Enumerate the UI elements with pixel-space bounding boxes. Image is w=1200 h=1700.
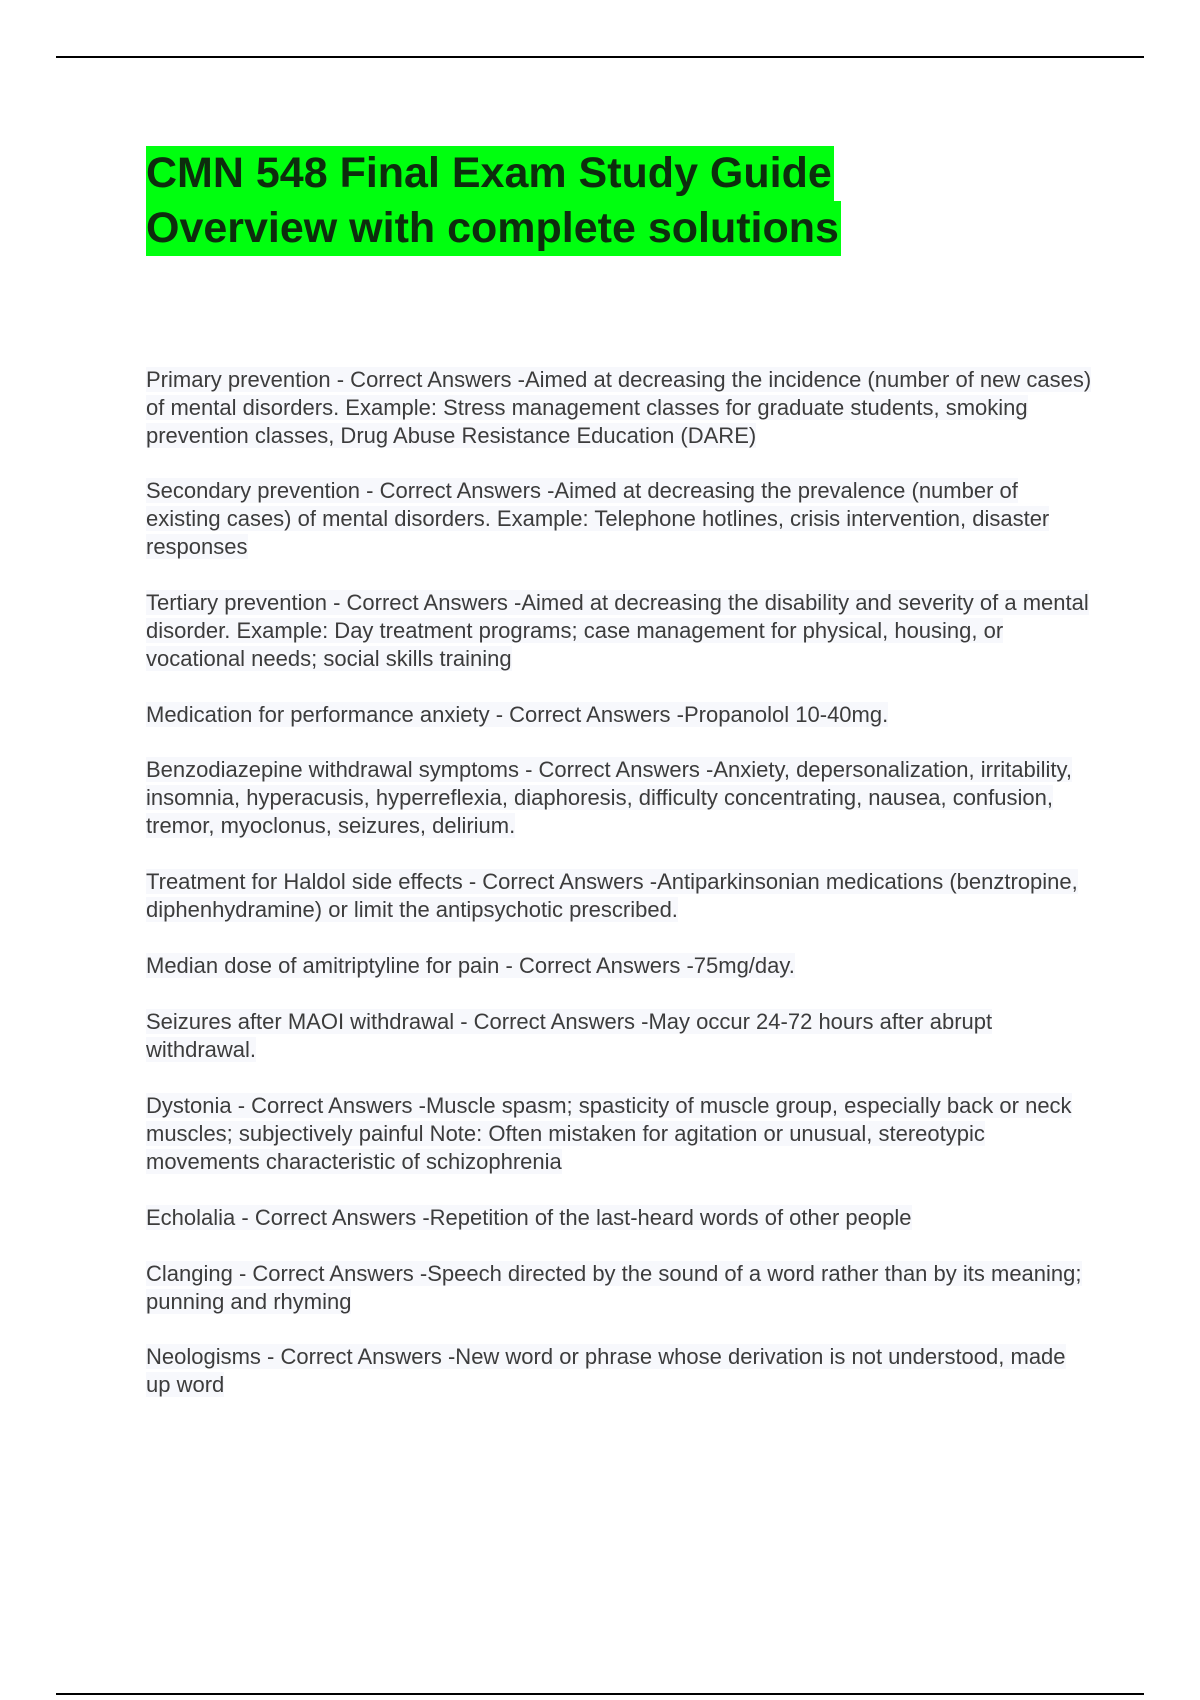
qa-item-text: Secondary prevention - Correct Answers -Aimed at decreasing the prevalence (number of existing cases) of mental disorders. Example: Telephone hotlines, crisis intervention, disaster responses	[146, 478, 1050, 559]
qa-item-text: Benzodiazepine withdrawal symptoms - Correct Answers -Anxiety, depersonalization, irritability, insomnia, hyperacusis, hyperreflexia, diaphoresis, difficulty concentrating, nausea, confusion, tremor, myoclonus, seizures, delirium.	[146, 757, 1073, 838]
qa-item-primary-prevention	[146, 366, 1096, 450]
qa-item-text: Clanging - Correct Answers -Speech directed by the sound of a word rather than by its meaning; punning and rhyming	[146, 1261, 1082, 1314]
qa-item-clanging	[146, 1260, 1096, 1316]
qa-item-text: Neologisms - Correct Answers -New word or phrase whose derivation is not understood, made up word	[146, 1344, 1066, 1397]
title-line-1: CMN 548 Final Exam Study Guide	[146, 146, 834, 201]
qa-item-echolalia	[146, 1204, 1096, 1232]
qa-item-haldol-side-effects	[146, 868, 1096, 924]
qa-item-text: Seizures after MAOI withdrawal - Correct Answers -May occur 24-72 hours after abrupt withdrawal.	[146, 1009, 993, 1062]
qa-item-text: Echolalia - Correct Answers -Repetition of the last-heard words of other people	[146, 1205, 912, 1230]
qa-item-text: Tertiary prevention - Correct Answers -Aimed at decreasing the disability and severity of a mental disorder. Example: Day treatment programs; case management for physical, housing, or vocational needs; social skills training	[146, 590, 1089, 671]
qa-item-dystonia	[146, 1092, 1096, 1176]
top-rule	[56, 56, 1144, 58]
qa-item-amitriptyline-dose	[146, 952, 1096, 980]
qa-item-performance-anxiety	[146, 701, 1096, 729]
qa-item-text: Dystonia - Correct Answers -Muscle spasm; spasticity of muscle group, especially back or neck muscles; subjectively painful Note: Often mistaken for agitation or unusual, stereotypic movements characteristic of schizophrenia	[146, 1093, 1072, 1174]
qa-list	[146, 366, 1096, 1399]
bottom-rule	[56, 1693, 1144, 1695]
title-line-2: Overview with complete solutions	[146, 201, 841, 256]
qa-item-secondary-prevention	[146, 477, 1096, 561]
title-line-1-wrapper	[146, 146, 1046, 201]
qa-item-text: Median dose of amitriptyline for pain - Correct Answers -75mg/day.	[146, 953, 795, 978]
title-line-2-wrapper	[146, 201, 1046, 256]
document-title	[146, 146, 1046, 256]
qa-item-text: Primary prevention - Correct Answers -Aimed at decreasing the incidence (number of new cases) of mental disorders. Example: Stress management classes for graduate students, smoking prevention classes, Drug Abuse Resistance Education (DARE)	[146, 367, 1092, 448]
qa-item-benzodiazepine-withdrawal	[146, 756, 1096, 840]
qa-item-neologisms	[146, 1343, 1096, 1399]
qa-item-maoi-withdrawal	[146, 1008, 1096, 1064]
qa-item-tertiary-prevention	[146, 589, 1096, 673]
qa-item-text: Medication for performance anxiety - Correct Answers -Propanolol 10-40mg.	[146, 702, 889, 727]
qa-item-text: Treatment for Haldol side effects - Correct Answers -Antiparkinsonian medications (benztropine, diphenhydramine) or limit the antipsychotic prescribed.	[146, 869, 1078, 922]
